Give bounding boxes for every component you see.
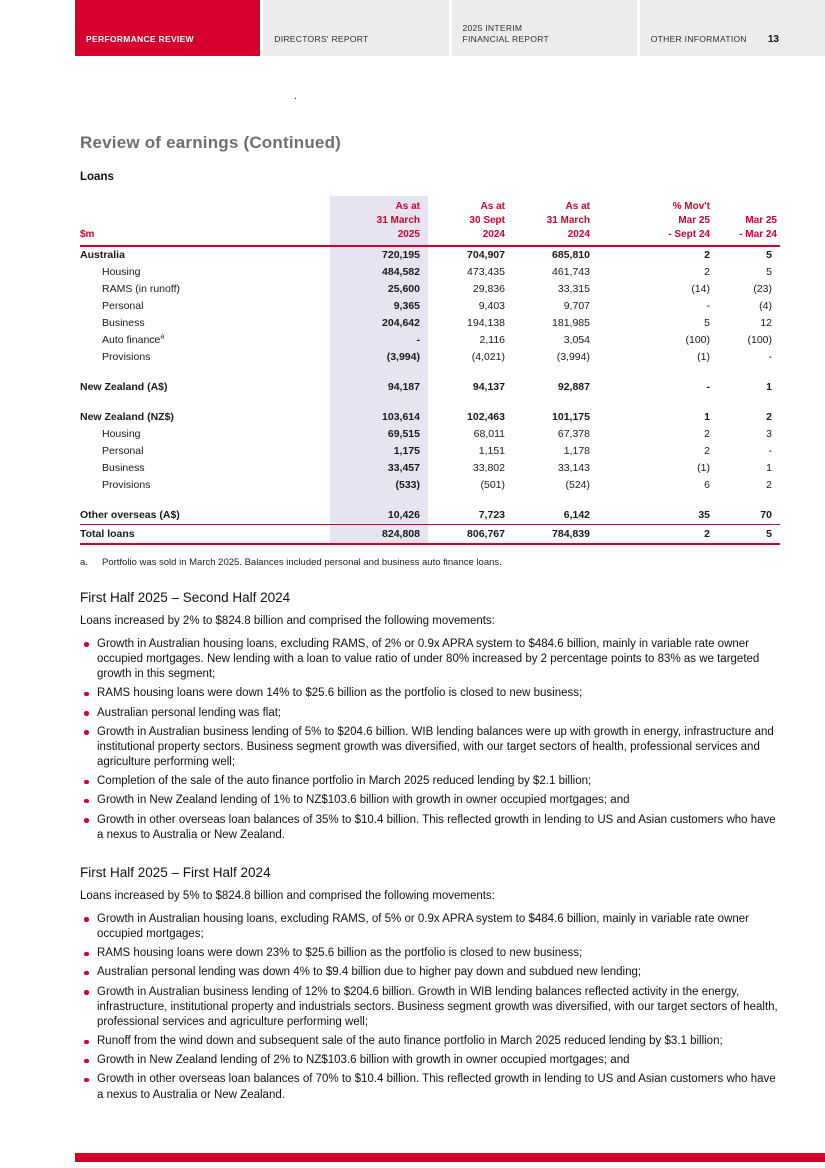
- nav-tab-1[interactable]: [75, 0, 260, 56]
- row-label: Housing: [102, 266, 141, 278]
- row-value: 720,195: [330, 247, 428, 264]
- loans-table-body: [80, 247, 780, 545]
- row-value: 2: [766, 479, 772, 491]
- row-value: [330, 366, 428, 379]
- nav-tab-3[interactable]: [452, 0, 637, 56]
- loans-table-header: [80, 196, 780, 247]
- bullet-item: RAMS housing loans were down 14% to $25.6 billion as the portfolio is closed to new business;: [80, 686, 780, 701]
- row-label: Personal: [102, 445, 144, 457]
- row-value: -: [706, 300, 710, 312]
- row-value: [598, 494, 718, 507]
- row-value: 5: [766, 249, 772, 261]
- row-value: [718, 494, 780, 507]
- row-value: 67,378: [557, 428, 590, 440]
- row-value: 2: [704, 266, 710, 278]
- bullet-list: [80, 912, 780, 1103]
- table-row: [80, 477, 780, 494]
- row-value: (100): [747, 334, 772, 346]
- row-label: Business: [102, 317, 145, 329]
- row-value: 2: [704, 428, 710, 440]
- row-value: [428, 396, 513, 409]
- nav-tab-label: DIRECTORS' REPORT: [274, 33, 369, 44]
- table-unit-label: $m: [80, 229, 95, 240]
- bullet-item: Australian personal lending was flat;: [80, 706, 780, 721]
- row-label: Other overseas (A$): [80, 509, 180, 521]
- row-value: 68,011: [473, 428, 505, 440]
- row-value: [330, 494, 428, 507]
- row-value: 101,175: [552, 411, 590, 423]
- row-label: Personal: [102, 300, 144, 312]
- table-row: [80, 524, 780, 545]
- row-label: Provisions: [102, 351, 151, 363]
- loans-table-title: Loans: [80, 171, 114, 183]
- bullet-item: Growth in other overseas loan balances of 70% to $10.4 billion. This reflected growth in lending to US and Asian customers who have a nexus to Australia or New Zealand.: [80, 1072, 780, 1102]
- table-col-header: As at 31 March 2025: [330, 196, 428, 245]
- row-label: Australia: [80, 249, 125, 261]
- row-value: 92,887: [557, 381, 590, 393]
- table-row: [80, 426, 780, 443]
- table-col-header: As at 30 Sept 2024: [469, 201, 505, 240]
- row-value: 33,802: [472, 462, 505, 474]
- row-value: (1): [697, 351, 710, 363]
- row-value: 461,743: [552, 266, 590, 278]
- row-value: 685,810: [552, 249, 590, 261]
- row-value: 5: [766, 266, 772, 278]
- row-label: Provisions: [102, 479, 151, 491]
- row-value: [598, 396, 718, 409]
- row-value: 2: [704, 528, 710, 540]
- page-number: 13: [767, 34, 779, 45]
- row-value: 1,151: [478, 445, 505, 457]
- row-value: (100): [685, 334, 710, 346]
- nav-tab-label: 2025 INTERIM FINANCIAL REPORT: [462, 22, 550, 44]
- row-value: 5: [704, 317, 710, 329]
- row-value: 94,187: [330, 379, 428, 396]
- row-value: 2: [704, 249, 710, 261]
- row-label: Total loans: [80, 528, 135, 540]
- section-heading-1: First Half 2025 – Second Half 2024: [80, 590, 291, 605]
- row-value: [513, 494, 598, 507]
- nav-tab-label: OTHER INFORMATION: [650, 33, 747, 44]
- row-value: (4): [759, 300, 772, 312]
- row-value: [513, 366, 598, 379]
- row-value: 12: [760, 317, 772, 329]
- row-label: Auto finance$^a$: [102, 333, 165, 346]
- row-label: New Zealand (A$): [80, 381, 168, 393]
- bullet-item: Completion of the sale of the auto finance portfolio in March 2025 reduced lending by $2.1 billion;: [80, 774, 780, 789]
- row-value: 2,116: [479, 334, 505, 346]
- page-title: Review of earnings (Continued): [80, 133, 342, 152]
- row-value: 10,426: [330, 507, 428, 524]
- row-value: 806,767: [467, 528, 505, 540]
- row-label: Housing: [102, 428, 141, 440]
- row-value: 94,137: [472, 381, 505, 393]
- row-value: 1: [704, 411, 710, 423]
- row-value: 1: [766, 381, 772, 393]
- bullet-item: Growth in Australian housing loans, excluding RAMS, of 5% or 0.9x APRA system to $484.6 billion, mainly in variable rate owner occupied mortgages;: [80, 912, 780, 942]
- table-row: [80, 379, 780, 396]
- row-value: [330, 396, 428, 409]
- table-row: [80, 507, 780, 524]
- row-value: 3: [766, 428, 772, 440]
- row-value: 1,178: [563, 445, 590, 457]
- table-row: [80, 332, 780, 349]
- bullet-item: Growth in Australian business lending of 12% to $204.6 billion. Growth in WIB lending balances reflected activity in the energy, infrastructure, institutional property and industrials sectors. Business segment growth was diversified, with our target sectors of health, professional services and agriculture performing well;: [80, 985, 780, 1031]
- nav-tab-label: PERFORMANCE REVIEW: [86, 33, 194, 44]
- nav-tab-4[interactable]: [640, 0, 825, 56]
- table-spacer-row: [80, 396, 780, 409]
- row-value: 1: [766, 462, 772, 474]
- row-value: [598, 366, 718, 379]
- row-value: -: [768, 351, 772, 363]
- table-row: [80, 298, 780, 315]
- row-value: 9,707: [563, 300, 590, 312]
- row-value: -: [768, 445, 772, 457]
- table-row: [80, 264, 780, 281]
- row-value: 3,054: [563, 334, 590, 346]
- row-label: Business: [102, 462, 145, 474]
- bullet-item: Growth in New Zealand lending of 2% to NZ$103.6 billion with growth in owner occupied mortgages; and: [80, 1053, 780, 1068]
- bullet-item: Australian personal lending was down 4% to $9.4 billion due to higher pay down and subdued new lending;: [80, 965, 780, 980]
- row-value: 704,907: [467, 249, 505, 261]
- table-row: [80, 460, 780, 477]
- row-value: 484,582: [330, 264, 428, 281]
- row-value: 194,138: [467, 317, 505, 329]
- row-value: 25,600: [330, 281, 428, 298]
- row-value: 824,808: [330, 525, 428, 543]
- row-value: (23): [753, 283, 772, 295]
- nav-tab-2[interactable]: [263, 0, 448, 56]
- row-value: -: [706, 381, 710, 393]
- table-row: [80, 281, 780, 298]
- table-row: [80, 443, 780, 460]
- footnote-text: Portfolio was sold in March 2025. Balances included personal and business auto finance loans.: [102, 557, 502, 568]
- bullet-item: Growth in New Zealand lending of 1% to NZ$103.6 billion with growth in owner occupied mortgages; and: [80, 793, 780, 808]
- content-area: [80, 132, 780, 1107]
- row-value: [428, 366, 513, 379]
- section-intro: Loans increased by 5% to $824.8 billion and comprised the following movements:: [80, 890, 495, 902]
- row-value: 69,515: [330, 426, 428, 443]
- row-value: [718, 366, 780, 379]
- row-value: (3,994): [556, 351, 590, 363]
- row-value: 6: [704, 479, 710, 491]
- row-value: 33,457: [330, 460, 428, 477]
- top-nav: [75, 0, 825, 56]
- row-value: 5: [766, 528, 772, 540]
- bullet-item: Growth in Australian housing loans, excluding RAMS, of 2% or 0.9x APRA system to $484.6 billion, mainly in variable rate owner occupied mortgages. New lending with a loan to value ratio of under 80% increased by 2 percentage points to 83% as we targeted growth in this segment;: [80, 637, 780, 683]
- row-label: New Zealand (NZ$): [80, 411, 174, 423]
- row-value: (533): [330, 477, 428, 494]
- row-value: 70: [760, 509, 772, 521]
- row-value: 204,642: [330, 315, 428, 332]
- table-col-header: As at 31 March 2024: [546, 201, 590, 240]
- row-value: 33,143: [557, 462, 590, 474]
- table-spacer-row: [80, 366, 780, 379]
- section-heading-2: First Half 2025 – First Half 2024: [80, 865, 271, 880]
- table-col-header: Mar 25 - Mar 24: [739, 215, 777, 240]
- row-value: 2: [766, 411, 772, 423]
- row-label: [80, 366, 330, 379]
- row-value: 9,403: [478, 300, 505, 312]
- table-row: [80, 409, 780, 426]
- row-label: [80, 396, 330, 409]
- bullet-item: Growth in Australian business lending of 5% to $204.6 billion. WIB lending balances were up with growth in energy, infrastructure and institutional property sectors. Business segment growth was diversified, with our target sectors of health, professional services and agriculture performing well;: [80, 725, 780, 771]
- row-value: 9,365: [330, 298, 428, 315]
- row-label: [80, 494, 330, 507]
- row-value: [428, 494, 513, 507]
- bullet-item: Growth in other overseas loan balances of 35% to $10.4 billion. This reflected growth in lending to US and Asian customers who have a nexus to Australia or New Zealand.: [80, 813, 780, 843]
- row-value: [513, 396, 598, 409]
- row-value: (501): [480, 479, 505, 491]
- row-value: 784,839: [552, 528, 590, 540]
- row-value: 2: [704, 445, 710, 457]
- loans-table: [80, 196, 780, 545]
- table-footnote: [80, 557, 780, 568]
- row-value: 7,723: [478, 509, 505, 521]
- table-col-header: % Mov't Mar 25 - Sept 24: [668, 201, 710, 240]
- footnote-marker: a.: [80, 557, 88, 568]
- row-value: 181,985: [552, 317, 590, 329]
- bullet-item: Runoff from the wind down and subsequent sale of the auto finance portfolio in March 2025 reduced lending by $3.1 billion;: [80, 1034, 780, 1049]
- stray-period: .: [294, 90, 298, 102]
- row-value: 6,142: [563, 509, 590, 521]
- row-value: [718, 396, 780, 409]
- row-value: 29,836: [472, 283, 505, 295]
- row-value: (4,021): [471, 351, 505, 363]
- table-spacer-row: [80, 494, 780, 507]
- row-value: (524): [565, 479, 590, 491]
- row-value: (14): [691, 283, 710, 295]
- bullet-list: [80, 637, 780, 843]
- table-row: [80, 247, 780, 264]
- row-value: 1,175: [330, 443, 428, 460]
- table-row: [80, 349, 780, 366]
- commentary-sections: [80, 590, 780, 1103]
- row-value: 33,315: [557, 283, 590, 295]
- row-value: (1): [697, 462, 710, 474]
- bullet-item: RAMS housing loans were down 23% to $25.6 billion as the portfolio is closed to new business;: [80, 946, 780, 961]
- row-value: 473,435: [467, 266, 505, 278]
- section-intro: Loans increased by 2% to $824.8 billion and comprised the following movements:: [80, 615, 495, 627]
- row-value: 102,463: [467, 411, 505, 423]
- row-value: -: [330, 332, 428, 349]
- row-value: (3,994): [330, 349, 428, 366]
- row-value: 35: [698, 509, 710, 521]
- row-value: 103,614: [330, 409, 428, 426]
- table-row: [80, 315, 780, 332]
- footer-bar: [75, 1153, 825, 1162]
- row-label: RAMS (in runoff): [102, 283, 180, 295]
